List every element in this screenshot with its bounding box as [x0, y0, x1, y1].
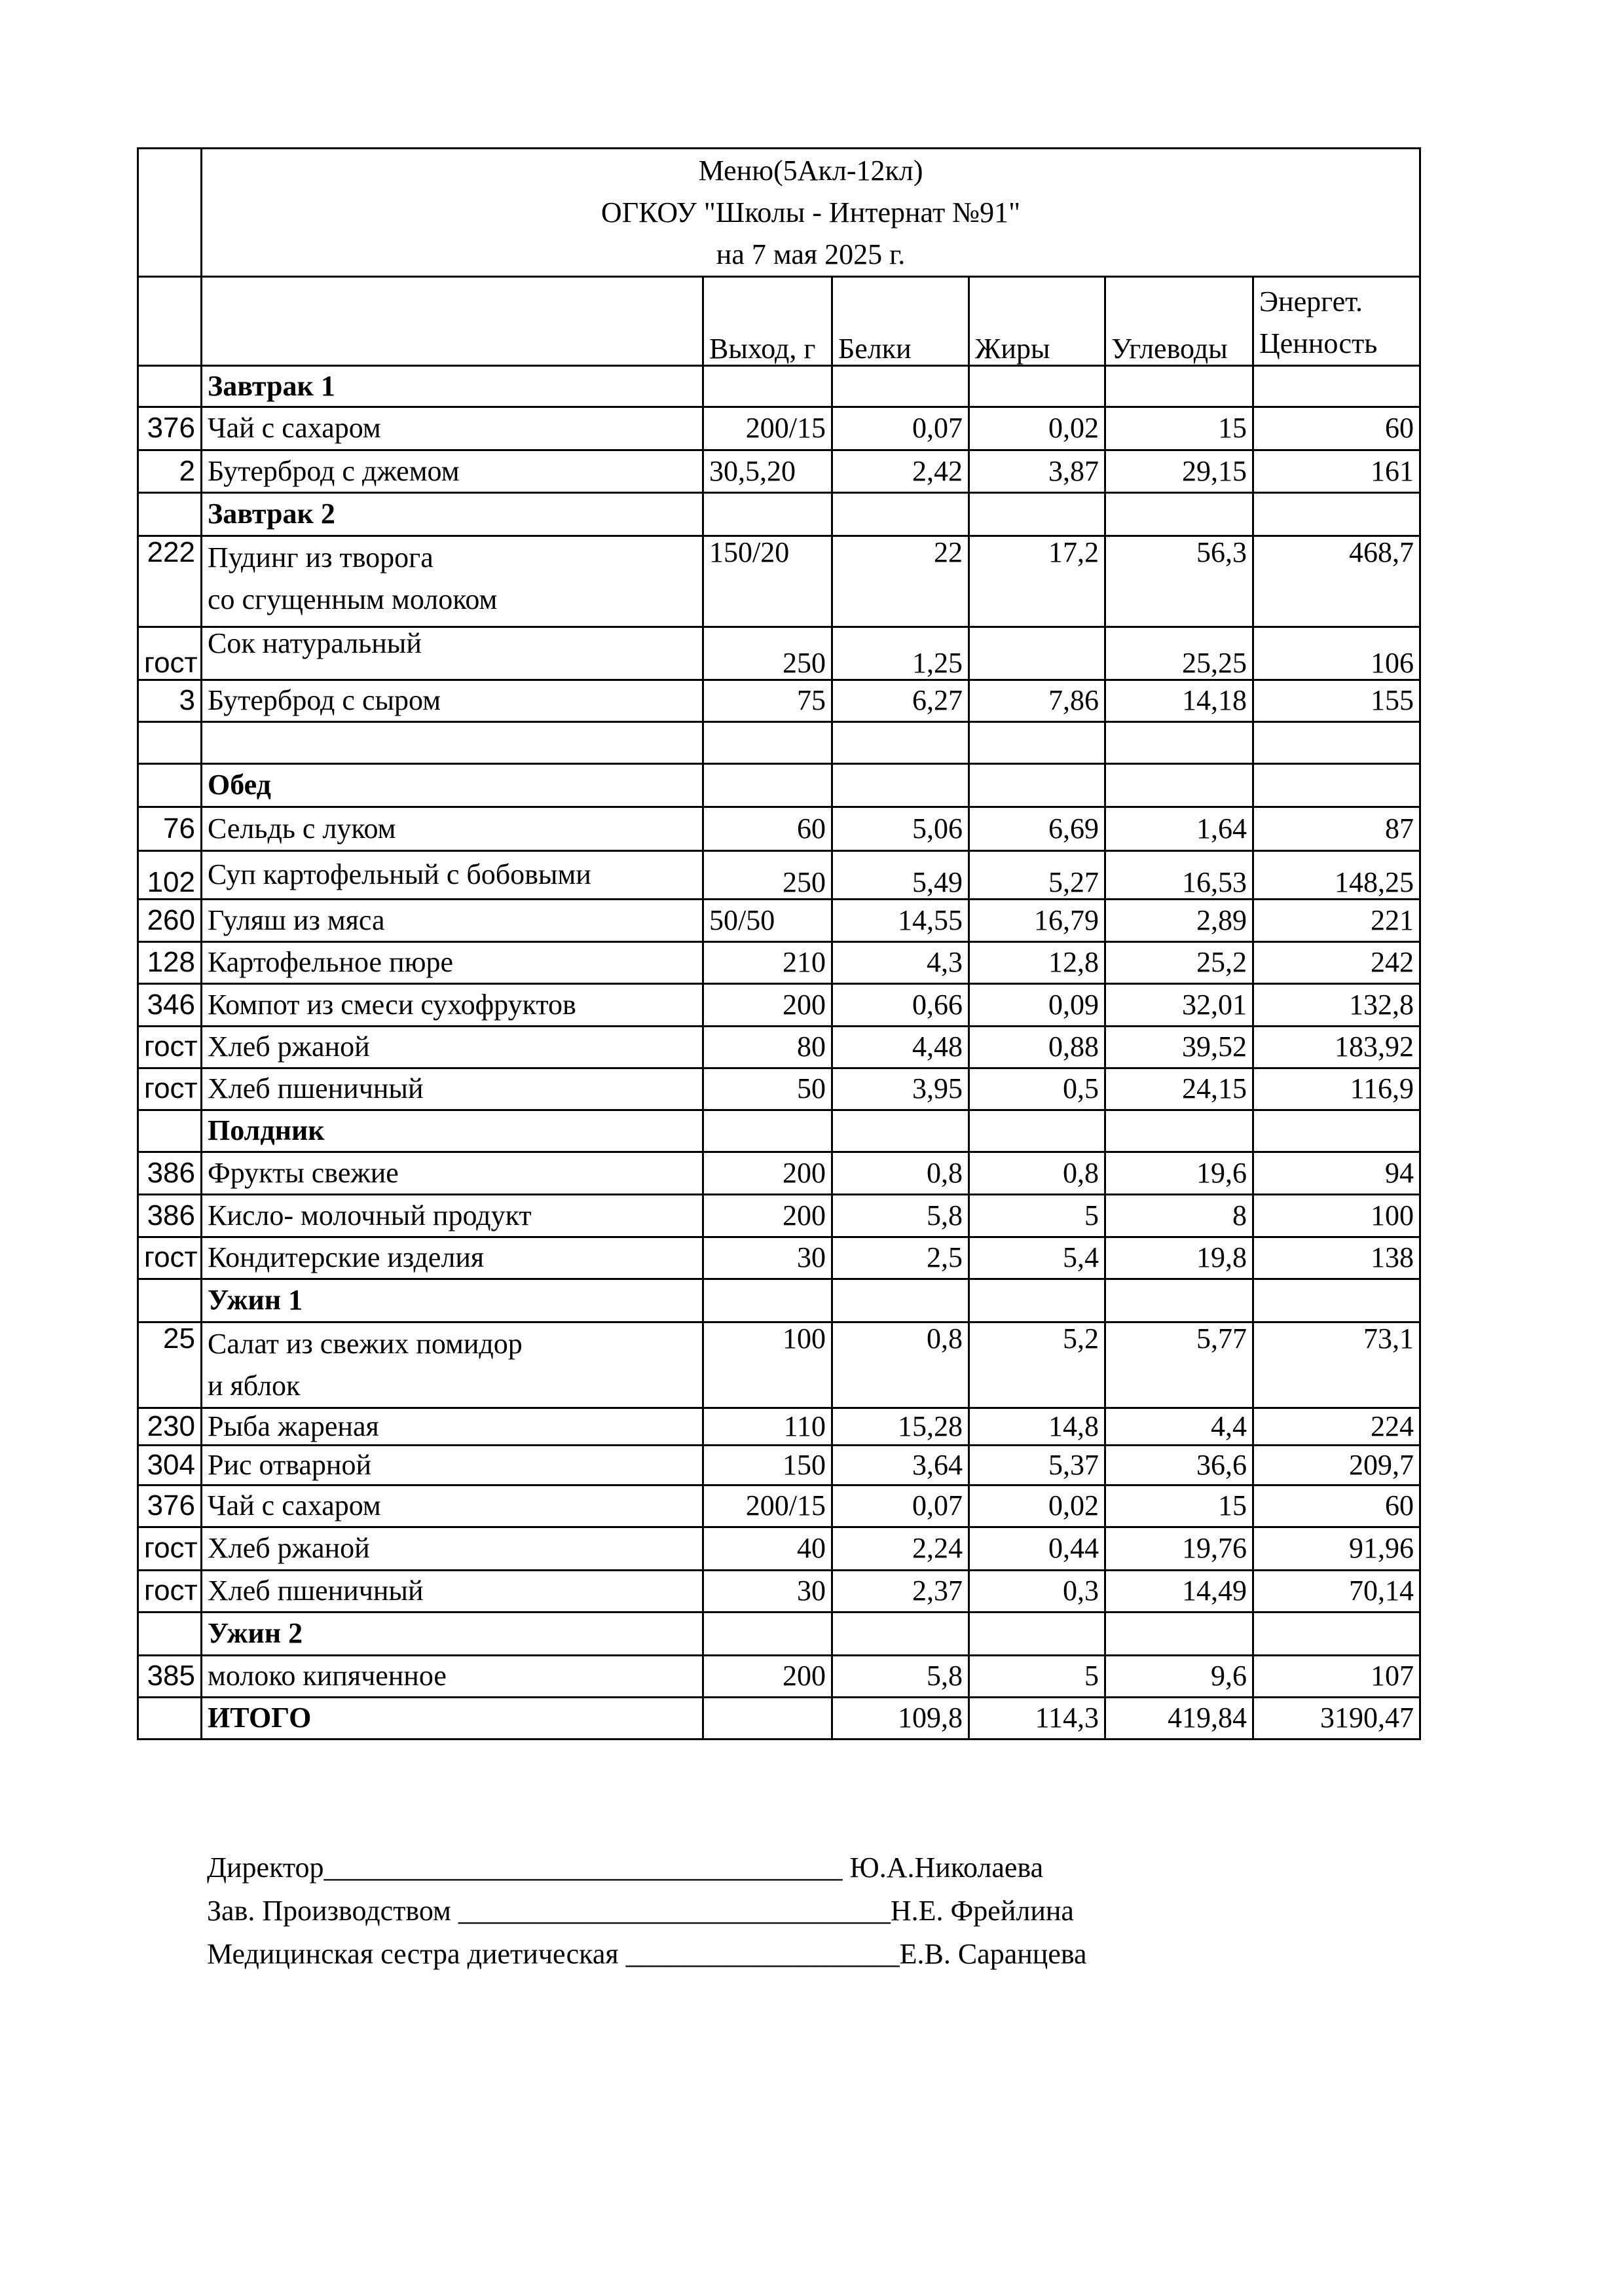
output-cell: 200	[703, 1656, 832, 1698]
table-row	[138, 942, 1420, 984]
section-row	[138, 764, 1420, 807]
dish-name: Суп картофельный с бобовыми	[202, 851, 703, 900]
carbs-cell: 29,15	[1105, 450, 1253, 493]
energy-cell: 116,9	[1253, 1068, 1420, 1110]
header-carbs: Углеводы	[1105, 277, 1253, 366]
dish-name: Хлеб ржаной	[202, 1027, 703, 1068]
dish-name-line1: Пудинг из творога	[208, 541, 434, 574]
total-energy: 3190,47	[1253, 1698, 1420, 1740]
section-row	[138, 1279, 1420, 1322]
output-cell: 250	[703, 627, 832, 680]
carbs-cell: 14,18	[1105, 680, 1253, 722]
energy-cell: 183,92	[1253, 1027, 1420, 1068]
fats-cell: 0,09	[969, 984, 1105, 1027]
energy-cell: 107	[1253, 1656, 1420, 1698]
dish-name: Кондитерские изделия	[202, 1237, 703, 1279]
carbs-cell: 19,8	[1105, 1237, 1253, 1279]
dish-name: Рис отварной	[202, 1446, 703, 1485]
fats-cell: 5,27	[969, 851, 1105, 900]
carbs-cell: 5,77	[1105, 1322, 1253, 1408]
recipe-code: 385	[138, 1656, 202, 1698]
section-row	[138, 493, 1420, 536]
recipe-code: 376	[138, 1485, 202, 1527]
output-cell: 210	[703, 942, 832, 984]
recipe-code: гост	[138, 1237, 202, 1279]
dish-name: Рыба жареная	[202, 1408, 703, 1446]
energy-cell: 87	[1253, 807, 1420, 851]
recipe-code: 76	[138, 807, 202, 851]
energy-cell: 100	[1253, 1195, 1420, 1237]
energy-cell: 468,7	[1253, 536, 1420, 627]
fats-cell	[969, 627, 1105, 680]
proteins-cell: 0,8	[832, 1322, 969, 1408]
total-fats: 114,3	[969, 1698, 1105, 1740]
header-proteins: Белки	[832, 277, 969, 366]
output-cell: 150	[703, 1446, 832, 1485]
table-row	[138, 1068, 1420, 1110]
production-head-signature-line: Зав. Производством ______________________________Н.Е. Фрейлина	[207, 1895, 1074, 1927]
output-cell: 75	[703, 680, 832, 722]
energy-cell: 73,1	[1253, 1322, 1420, 1408]
energy-cell: 209,7	[1253, 1446, 1420, 1485]
section-row	[138, 366, 1420, 407]
dish-name: Бутерброд с джемом	[202, 450, 703, 493]
proteins-cell: 0,66	[832, 984, 969, 1027]
recipe-code: 346	[138, 984, 202, 1027]
proteins-cell: 2,37	[832, 1571, 969, 1613]
table-row	[138, 807, 1420, 851]
energy-cell: 221	[1253, 900, 1420, 942]
fats-cell: 5,2	[969, 1322, 1105, 1408]
table-row	[138, 450, 1420, 493]
carbs-cell: 2,89	[1105, 900, 1253, 942]
energy-cell: 132,8	[1253, 984, 1420, 1027]
total-label: ИТОГО	[202, 1698, 703, 1740]
table-row	[138, 1485, 1420, 1527]
section-row	[138, 1613, 1420, 1656]
proteins-cell: 2,5	[832, 1237, 969, 1279]
menu-date: на 7 мая 2025 г.	[716, 238, 906, 270]
fats-cell: 0,44	[969, 1527, 1105, 1571]
energy-cell: 94	[1253, 1152, 1420, 1195]
fats-cell: 0,3	[969, 1571, 1105, 1613]
recipe-code: гост	[138, 627, 202, 680]
recipe-code: 128	[138, 942, 202, 984]
dish-name: Хлеб пшеничный	[202, 1068, 703, 1110]
table-row	[138, 1152, 1420, 1195]
total-row	[138, 1698, 1420, 1740]
proteins-cell: 3,95	[832, 1068, 969, 1110]
section-title: Обед	[202, 764, 703, 807]
fats-cell: 17,2	[969, 536, 1105, 627]
proteins-cell: 15,28	[832, 1408, 969, 1446]
carbs-cell: 14,49	[1105, 1571, 1253, 1613]
school-name: ОГКОУ "Школы - Интернат №91"	[600, 196, 1021, 228]
output-cell: 40	[703, 1527, 832, 1571]
carbs-cell: 56,3	[1105, 536, 1253, 627]
recipe-code: 304	[138, 1446, 202, 1485]
recipe-code: 386	[138, 1195, 202, 1237]
section-title: Ужин 2	[202, 1613, 703, 1656]
output-cell: 110	[703, 1408, 832, 1446]
carbs-cell: 4,4	[1105, 1408, 1253, 1446]
dish-name-line2: и яблок	[208, 1370, 301, 1402]
table-row	[138, 1408, 1420, 1446]
recipe-code: 25	[138, 1322, 202, 1408]
proteins-cell: 2,24	[832, 1527, 969, 1571]
output-cell: 200	[703, 984, 832, 1027]
carbs-cell: 1,64	[1105, 807, 1253, 851]
carbs-cell: 25,25	[1105, 627, 1253, 680]
proteins-cell: 0,8	[832, 1152, 969, 1195]
menu-title: Меню(5Акл-12кл)	[698, 154, 923, 187]
section-row	[138, 1110, 1420, 1152]
energy-cell: 70,14	[1253, 1571, 1420, 1613]
carbs-cell: 9,6	[1105, 1656, 1253, 1698]
table-row	[138, 1195, 1420, 1237]
dish-name: молоко кипяченное	[202, 1656, 703, 1698]
carbs-cell: 19,6	[1105, 1152, 1253, 1195]
dish-name: Хлеб пшеничный	[202, 1571, 703, 1613]
section-title: Полдник	[202, 1110, 703, 1152]
table-row	[138, 680, 1420, 722]
energy-cell: 91,96	[1253, 1527, 1420, 1571]
header-energy-line1: Энергет.	[1259, 285, 1363, 318]
recipe-code: 102	[138, 851, 202, 900]
dish-name: Кисло- молочный продукт	[202, 1195, 703, 1237]
recipe-code: гост	[138, 1527, 202, 1571]
table-row	[138, 536, 1420, 627]
energy-cell: 60	[1253, 407, 1420, 450]
carbs-cell: 39,52	[1105, 1027, 1253, 1068]
dish-name: Фрукты свежие	[202, 1152, 703, 1195]
fats-cell: 7,86	[969, 680, 1105, 722]
output-cell: 30	[703, 1571, 832, 1613]
header-energy	[1253, 277, 1420, 366]
output-cell: 30,5,20	[703, 450, 832, 493]
energy-cell: 106	[1253, 627, 1420, 680]
proteins-cell: 6,27	[832, 680, 969, 722]
fats-cell: 16,79	[969, 900, 1105, 942]
output-cell: 50/50	[703, 900, 832, 942]
energy-cell: 138	[1253, 1237, 1420, 1279]
energy-cell: 155	[1253, 680, 1420, 722]
proteins-cell: 2,42	[832, 450, 969, 493]
recipe-code: 222	[138, 536, 202, 627]
dish-name: Сельдь с луком	[202, 807, 703, 851]
output-cell: 60	[703, 807, 832, 851]
fats-cell: 5,4	[969, 1237, 1105, 1279]
dish-name: Хлеб ржаной	[202, 1527, 703, 1571]
table-row	[138, 1237, 1420, 1279]
carbs-cell: 32,01	[1105, 984, 1253, 1027]
proteins-cell: 4,3	[832, 942, 969, 984]
fats-cell: 0,02	[969, 407, 1105, 450]
recipe-code: 376	[138, 407, 202, 450]
carbs-cell: 16,53	[1105, 851, 1253, 900]
section-title: Завтрак 1	[202, 366, 703, 407]
carbs-cell: 36,6	[1105, 1446, 1253, 1485]
title-row	[138, 149, 1420, 277]
fats-cell: 3,87	[969, 450, 1105, 493]
carbs-cell: 15	[1105, 407, 1253, 450]
proteins-cell: 3,64	[832, 1446, 969, 1485]
dish-name: Компот из смеси сухофруктов	[202, 984, 703, 1027]
recipe-code: гост	[138, 1571, 202, 1613]
energy-cell: 224	[1253, 1408, 1420, 1446]
fats-cell: 5	[969, 1656, 1105, 1698]
recipe-code: 260	[138, 900, 202, 942]
carbs-cell: 25,2	[1105, 942, 1253, 984]
table-row	[138, 900, 1420, 942]
proteins-cell: 5,8	[832, 1195, 969, 1237]
header-row	[138, 277, 1420, 366]
carbs-cell: 19,76	[1105, 1527, 1253, 1571]
proteins-cell: 1,25	[832, 627, 969, 680]
dish-name: Картофельное пюре	[202, 942, 703, 984]
output-cell: 100	[703, 1322, 832, 1408]
carbs-cell: 15	[1105, 1485, 1253, 1527]
proteins-cell: 22	[832, 536, 969, 627]
header-output: Выход, г	[703, 277, 832, 366]
fats-cell: 0,02	[969, 1485, 1105, 1527]
proteins-cell: 5,8	[832, 1656, 969, 1698]
recipe-code: гост	[138, 1068, 202, 1110]
carbs-cell: 8	[1105, 1195, 1253, 1237]
energy-cell: 60	[1253, 1485, 1420, 1527]
energy-cell: 148,25	[1253, 851, 1420, 900]
fats-cell: 6,69	[969, 807, 1105, 851]
title-code-cell	[138, 149, 202, 277]
dish-name	[202, 536, 703, 627]
dish-name: Чай с сахаром	[202, 407, 703, 450]
proteins-cell: 14,55	[832, 900, 969, 942]
table-row	[138, 1322, 1420, 1408]
fats-cell: 5	[969, 1195, 1105, 1237]
menu-table	[137, 147, 1421, 1740]
section-title: Завтрак 2	[202, 493, 703, 536]
dish-name: Бутерброд с сыром	[202, 680, 703, 722]
fats-cell: 5,37	[969, 1446, 1105, 1485]
fats-cell: 14,8	[969, 1408, 1105, 1446]
table-row	[138, 1027, 1420, 1068]
proteins-cell: 0,07	[832, 407, 969, 450]
nurse-signature-line: Медицинская сестра диетическая ___________________Е.В. Саранцева	[207, 1938, 1087, 1970]
empty-row	[138, 722, 1420, 764]
header-energy-line2: Ценность	[1259, 327, 1378, 359]
table-row	[138, 984, 1420, 1027]
total-carbs: 419,84	[1105, 1698, 1253, 1740]
total-proteins: 109,8	[832, 1698, 969, 1740]
proteins-cell: 0,07	[832, 1485, 969, 1527]
table-row	[138, 1571, 1420, 1613]
table-row	[138, 627, 1420, 680]
output-cell: 200	[703, 1195, 832, 1237]
dish-name: Гуляш из мяса	[202, 900, 703, 942]
energy-cell: 242	[1253, 942, 1420, 984]
table-row	[138, 407, 1420, 450]
recipe-code: гост	[138, 1027, 202, 1068]
table-row	[138, 1446, 1420, 1485]
output-cell: 30	[703, 1237, 832, 1279]
title-cell	[202, 149, 1420, 277]
output-cell: 200/15	[703, 1485, 832, 1527]
carbs-cell: 24,15	[1105, 1068, 1253, 1110]
table-row	[138, 1656, 1420, 1698]
recipe-code: 386	[138, 1152, 202, 1195]
dish-name	[202, 1322, 703, 1408]
dish-name-line2: со сгущенным молоком	[208, 583, 498, 615]
output-cell: 200/15	[703, 407, 832, 450]
recipe-code: 3	[138, 680, 202, 722]
output-cell: 250	[703, 851, 832, 900]
fats-cell: 0,5	[969, 1068, 1105, 1110]
fats-cell: 0,8	[969, 1152, 1105, 1195]
fats-cell: 0,88	[969, 1027, 1105, 1068]
energy-cell: 161	[1253, 450, 1420, 493]
table-row	[138, 1527, 1420, 1571]
section-title: Ужин 1	[202, 1279, 703, 1322]
output-cell: 50	[703, 1068, 832, 1110]
output-cell: 200	[703, 1152, 832, 1195]
table-row	[138, 851, 1420, 900]
output-cell: 80	[703, 1027, 832, 1068]
dish-name-line1: Салат из свежих помидор	[208, 1328, 523, 1360]
recipe-code: 2	[138, 450, 202, 493]
output-cell: 150/20	[703, 536, 832, 627]
proteins-cell: 4,48	[832, 1027, 969, 1068]
director-signature-line: Директор____________________________________ Ю.А.Николаева	[207, 1851, 1044, 1884]
recipe-code: 230	[138, 1408, 202, 1446]
header-fats: Жиры	[969, 277, 1105, 366]
dish-name: Чай с сахаром	[202, 1485, 703, 1527]
proteins-cell: 5,06	[832, 807, 969, 851]
proteins-cell: 5,49	[832, 851, 969, 900]
signatures-block	[207, 1846, 1087, 1976]
dish-name: Сок натуральный	[202, 627, 703, 680]
fats-cell: 12,8	[969, 942, 1105, 984]
